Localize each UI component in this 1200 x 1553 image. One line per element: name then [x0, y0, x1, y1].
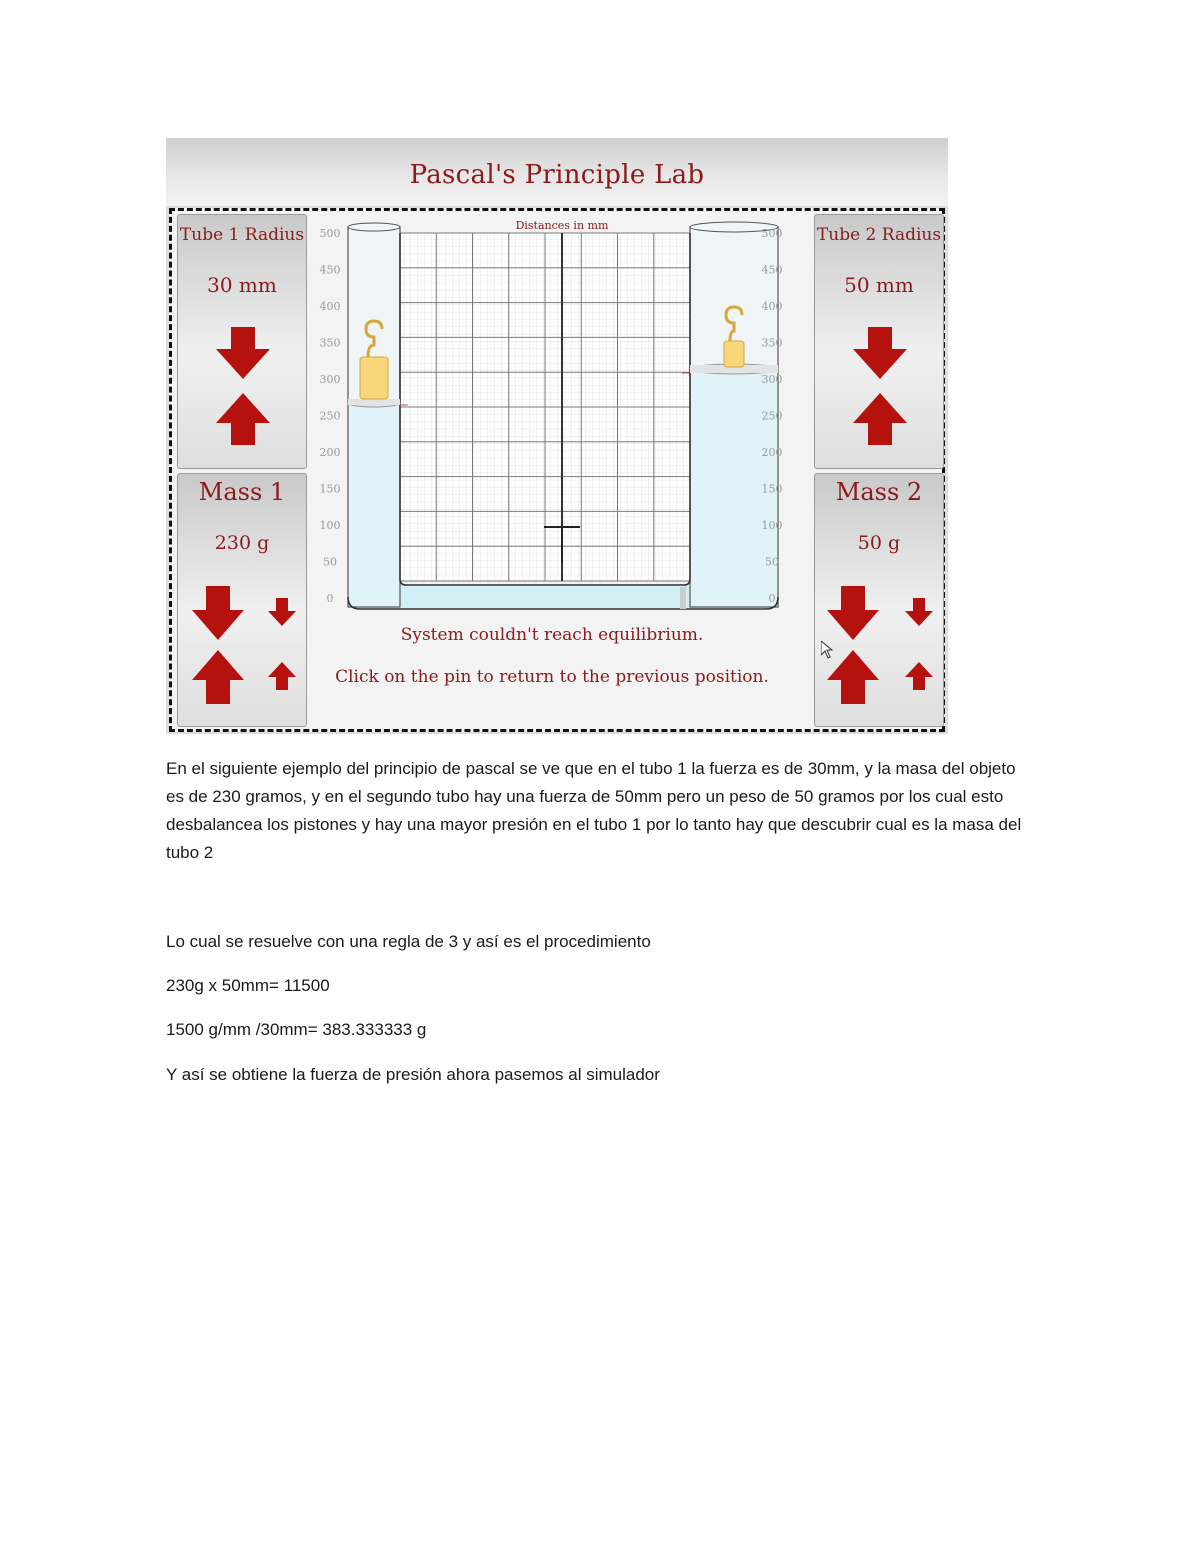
calc-line-2: 1500 g/mm /30mm= 383.333333 g [166, 1020, 427, 1039]
tube1-radius-value: 30 mm [207, 273, 277, 297]
tube1-radius-increase-arrow-icon[interactable] [216, 393, 270, 445]
mass1-panel [177, 473, 307, 727]
axis-tick-label: 350 [761, 336, 783, 350]
tube1-radius-decrease-arrow-icon[interactable] [216, 327, 270, 379]
axis-tick-label: 0 [768, 592, 776, 605]
status-message-line1: System couldn't reach equilibrium. [400, 625, 704, 645]
axis-tick-label: 50 [765, 555, 779, 569]
axis-tick-label: 150 [319, 482, 341, 496]
axis-tick-label: 100 [761, 519, 783, 532]
tube2-radius-panel [814, 214, 944, 469]
mass2-large-decrease-arrow-icon[interactable] [827, 586, 879, 640]
axis-tick-label: 350 [319, 336, 341, 350]
paragraph-explanation: En el siguiente ejemplo del principio de pascal se ve que en el tubo 1 la fuerza es de 30mm, y la masa del objeto es de 230 gramos, y en el segundo tubo hay una fuerza de 50mm pero un peso de 50 gramos por los cual esto desbalancea los pistones y hay una mayor presión en el tubo 1 por lo tanto hay que descubrir cual es la masa del tubo 2 [166, 759, 1022, 862]
axis-tick-label: 200 [761, 446, 783, 459]
axis-tick-label: 150 [761, 482, 783, 496]
status-message-line2: Click on the pin to return to the previous position. [335, 667, 769, 687]
tube2-radius-value: 50 mm [844, 273, 914, 297]
mass1-large-increase-arrow-icon[interactable] [192, 650, 244, 704]
axis-tick-label: 400 [761, 300, 783, 313]
axis-tick-label: 250 [761, 409, 783, 423]
axis-tick-label: 450 [761, 263, 783, 277]
mass1-label: Mass 1 [198, 478, 286, 506]
pin-slot [680, 587, 686, 609]
mass2-label: Mass 2 [835, 478, 923, 506]
left-axis-ticks [320, 227, 341, 605]
mass1-small-decrease-arrow-icon[interactable] [268, 598, 296, 626]
tube1-radius-panel [177, 214, 307, 469]
mass2-panel [814, 473, 944, 727]
hydraulic-tubes-graph [312, 217, 792, 617]
axis-tick-label: 300 [319, 373, 341, 386]
axis-tick-label: 450 [319, 263, 341, 277]
axis-tick-label: 250 [319, 409, 341, 423]
tube2-radius-label: Tube 2 Radius [816, 225, 942, 245]
mass2-value: 50 g [857, 532, 901, 554]
calc-line-1: 230g x 50mm= 11500 [166, 976, 330, 995]
axis-tick-label: 400 [319, 300, 341, 313]
mass2-small-increase-arrow-icon[interactable] [905, 662, 933, 690]
axis-tick-label: 500 [761, 227, 783, 240]
lab-frame [169, 208, 945, 732]
tube2-radius-decrease-arrow-icon[interactable] [853, 327, 907, 379]
axis-tick-label: 300 [761, 373, 783, 386]
mass1-small-increase-arrow-icon[interactable] [268, 662, 296, 690]
conclusion-line: Y así se obtiene la fuerza de presión ahora pasemos al simulador [166, 1065, 660, 1084]
lab-title: Pascal's Principle Lab [409, 160, 705, 190]
pascal-lab-screenshot [166, 138, 948, 734]
tube1-rim [348, 223, 400, 231]
axis-tick-label: 100 [319, 519, 341, 532]
graph-caption: Distances in mm [515, 219, 609, 232]
tube2-radius-increase-arrow-icon[interactable] [853, 393, 907, 445]
tube1-glass [348, 227, 400, 607]
piston1-plate [348, 399, 400, 405]
mass2-large-increase-arrow-icon[interactable] [827, 650, 879, 704]
axis-tick-label: 50 [323, 555, 337, 569]
mass1-value: 230 g [214, 532, 270, 554]
lab-header [166, 138, 948, 206]
mass1-large-decrease-arrow-icon[interactable] [192, 586, 244, 640]
tube1-radius-label: Tube 1 Radius [179, 225, 305, 245]
axis-tick-label: 500 [319, 227, 341, 240]
mouse-cursor-icon [821, 641, 833, 659]
axis-tick-label: 200 [319, 446, 341, 459]
paragraph-procedure-intro: Lo cual se resuelve con una regla de 3 y así es el procedimiento [166, 932, 651, 951]
axis-tick-label: 0 [326, 592, 334, 605]
mass2-small-decrease-arrow-icon[interactable] [905, 598, 933, 626]
